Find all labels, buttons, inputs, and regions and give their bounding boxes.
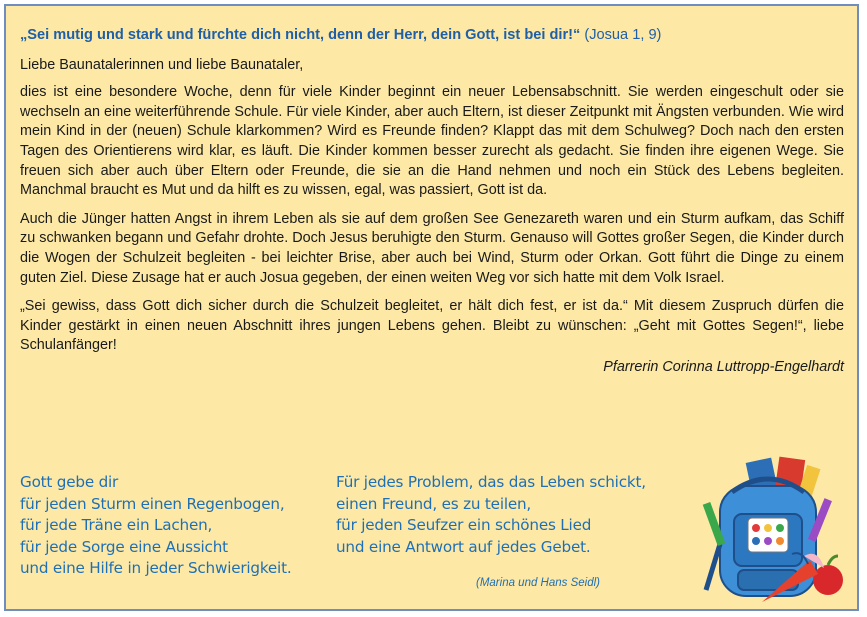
poem-line: für jeden Seufzer ein schönes Lied — [336, 516, 592, 534]
poem-line: für jede Sorge eine Aussicht — [20, 537, 228, 556]
poem-credit: (Marina und Hans Seidl) — [476, 577, 601, 589]
paragraph-3: „Sei gewiss, dass Gott dich sicher durch die Schulzeit begleitet, er hält dich fest, er ist da.“ Mit diesem Zuspruch dürfen die Kinder gestärkt in einen neuen Abschnitt ihres jungen Lebens gehen. Bleibt zu wünschen: „Geht mit Gottes Segen!“, liebe Schulanfänger! — [20, 298, 844, 354]
poem-line: und eine Antwort auf jedes Gebet. — [336, 537, 591, 556]
article-page — [4, 4, 859, 611]
poem-line: Für jedes Problem, das das Leben schickt, — [336, 473, 646, 491]
poem-line: für jede Träne ein Lachen, — [20, 516, 213, 534]
paragraph-1: dies ist eine besondere Woche, denn für viele Kinder beginnt ein neuer Lebensabschnitt. Sie werden eingeschult oder sie wechseln an eine weiterführende Schule. Für viele Kinder, aber auch Eltern, ist dieser Zeitpunkt mit Ängsten verbunden. Wie wird mein Kind in der (neuen) Schule klarkommen? Wird es Freunde finden? Klappt das mit dem Schulweg? Doch nach den ersten Tagen des Orientierens wird klar, es läuft. Die Kinder kommen besser zurecht als gedacht. Sie finden ihre eigenen Wege. Sie freuen sich aber auch über Eltern oder Freunde, die sie an die Hand nehmen und noch ein Stück des Lebens begleiten. Manchmal braucht es Mut und da hilft es zu wissen, egal, was passiert, Gott ist da. — [20, 84, 844, 199]
paragraph-2: Auch die Jünger hatten Angst in ihrem Leben als sie auf dem großen See Genezareth waren und ein Sturm aufkam, das Schiff zu schwanken begann und Gefahr drohte. Doch Jesus beruhigte den Sturm. Genauso will Gottes großer Segen, die Kinder durch die Wogen der Schulzeit begleiten - bei leichter Brise, aber auch bei Wind, Sturm oder Orkan. Gott führt die Dinge zu einem guten Ziel. Diese Zusage hat er auch Josua gegeben, der einen weiten Weg vor sich hatte mit dem Volk Israel. — [20, 210, 844, 286]
quote-text: „Sei mutig und stark und fürchte dich nicht, denn der Herr, dein Gott, ist bei dir!“ — [20, 27, 581, 43]
poem-line: für jeden Sturm einen Regenbogen, — [20, 494, 285, 513]
school-backpack-illustration — [692, 452, 852, 612]
poem-line: einen Freund, es zu teilen, — [336, 494, 532, 513]
bible-quote — [20, 26, 844, 46]
poem-left-column — [20, 472, 320, 580]
article-body — [20, 26, 844, 378]
apple-icon — [813, 565, 843, 595]
poem-right-column — [336, 472, 656, 558]
greeting: Liebe Baunatalerinnen und liebe Baunataler, — [20, 56, 304, 73]
quote-reference: (Josua 1, 9) — [584, 27, 662, 43]
poem-line: und eine Hilfe in jeder Schwierigkeit. — [20, 559, 292, 577]
poem-line: Gott gebe dir — [20, 473, 119, 491]
signature: Pfarrerin Corinna Luttropp-Engelhardt — [603, 358, 844, 375]
